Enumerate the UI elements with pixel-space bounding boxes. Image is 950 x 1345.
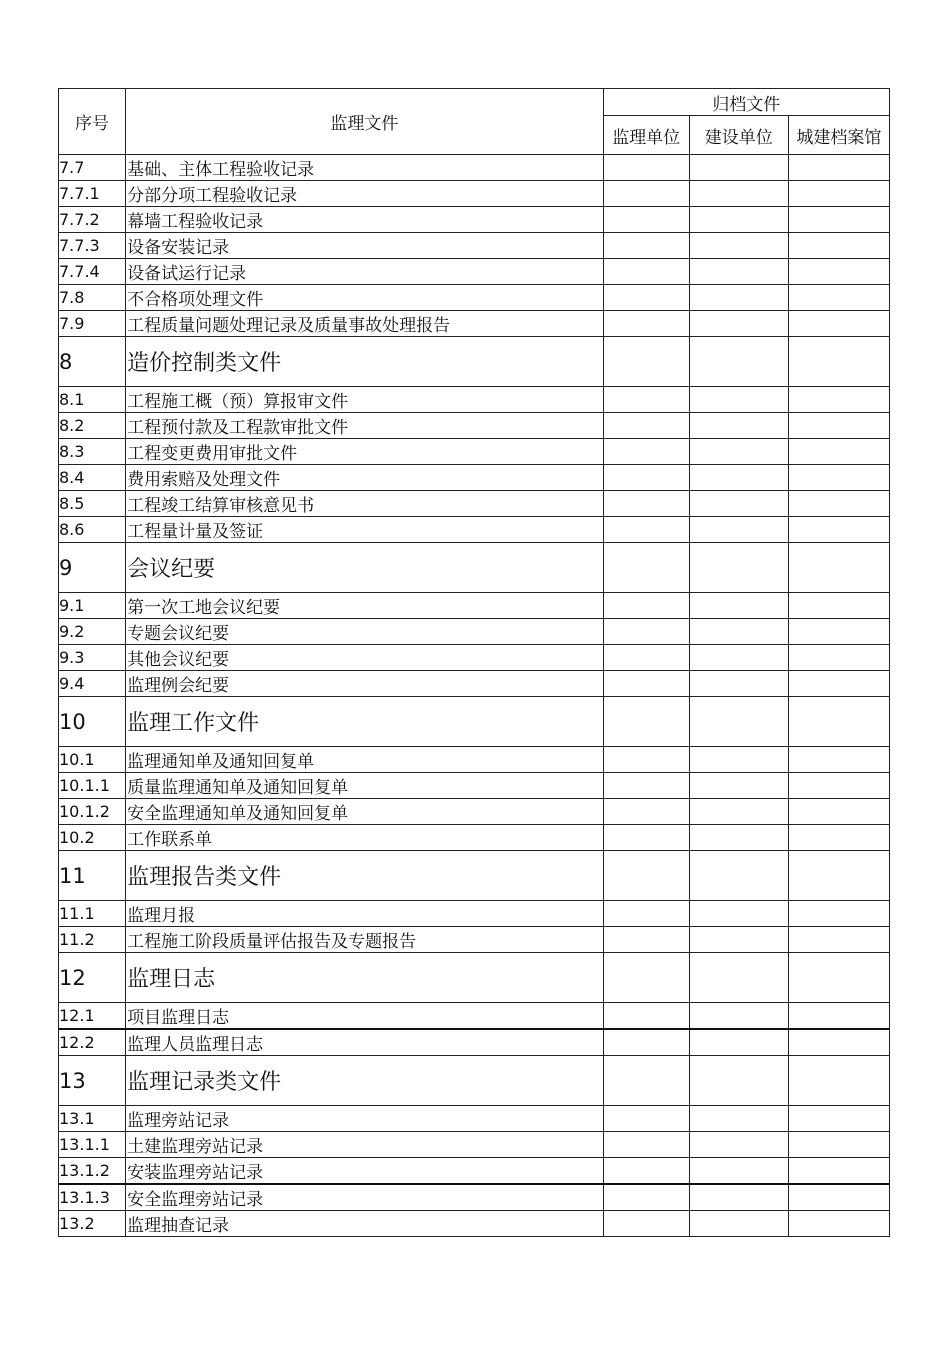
section-row [59, 953, 890, 1003]
urban-archives-cell [788, 1211, 889, 1237]
construction-unit-cell [689, 517, 788, 543]
supervision-unit-cell [603, 1003, 689, 1030]
construction-unit-cell [689, 207, 788, 233]
row-number: 8 [59, 337, 126, 387]
document-name: 工程量计量及签证 [126, 517, 604, 543]
construction-unit-cell [689, 901, 788, 927]
urban-archives-cell [788, 233, 889, 259]
supervision-unit-cell [603, 543, 689, 593]
table-row [59, 311, 890, 337]
urban-archives-cell [788, 953, 889, 1003]
table-row [59, 181, 890, 207]
document-name: 其他会议纪要 [126, 645, 604, 671]
urban-archives-cell [788, 593, 889, 619]
row-number: 12.2 [59, 1029, 126, 1056]
construction-unit-cell [689, 1056, 788, 1106]
table-row [59, 825, 890, 851]
construction-unit-cell [689, 285, 788, 311]
urban-archives-cell [788, 259, 889, 285]
urban-archives-cell [788, 439, 889, 465]
supervision-unit-cell [603, 181, 689, 207]
construction-unit-cell [689, 413, 788, 439]
row-number: 9.4 [59, 671, 126, 697]
row-number: 9 [59, 543, 126, 593]
urban-archives-cell [788, 543, 889, 593]
document-name: 工程竣工结算审核意见书 [126, 491, 604, 517]
document-name: 监理月报 [126, 901, 604, 927]
row-number: 11.2 [59, 927, 126, 953]
urban-archives-cell [788, 773, 889, 799]
supervision-unit-cell [603, 517, 689, 543]
table-row [59, 773, 890, 799]
urban-archives-cell [788, 491, 889, 517]
construction-unit-cell [689, 233, 788, 259]
supervision-unit-cell [603, 1106, 689, 1132]
row-number: 13.1.1 [59, 1132, 126, 1158]
row-number: 9.3 [59, 645, 126, 671]
section-title: 监理记录类文件 [126, 1056, 604, 1106]
urban-archives-cell [788, 387, 889, 413]
row-number: 10.1.1 [59, 773, 126, 799]
row-number: 11 [59, 851, 126, 901]
row-number: 12.1 [59, 1003, 126, 1030]
urban-archives-cell [788, 671, 889, 697]
supervision-unit-cell [603, 155, 689, 181]
row-number: 10.1 [59, 747, 126, 773]
table-row [59, 671, 890, 697]
urban-archives-cell [788, 851, 889, 901]
urban-archives-cell [788, 697, 889, 747]
document-name: 监理人员监理日志 [126, 1029, 604, 1056]
supervision-unit-cell [603, 1029, 689, 1056]
header-supervision-unit: 监理单位 [603, 116, 689, 155]
row-number: 8.3 [59, 439, 126, 465]
supervision-unit-cell [603, 671, 689, 697]
header-name: 监理文件 [126, 89, 604, 155]
urban-archives-cell [788, 311, 889, 337]
urban-archives-cell [788, 337, 889, 387]
document-name: 监理例会纪要 [126, 671, 604, 697]
supervision-unit-cell [603, 311, 689, 337]
document-name: 分部分项工程验收记录 [126, 181, 604, 207]
urban-archives-cell [788, 1029, 889, 1056]
supervision-unit-cell [603, 1158, 689, 1185]
urban-archives-cell [788, 1106, 889, 1132]
construction-unit-cell [689, 799, 788, 825]
section-row [59, 1056, 890, 1106]
document-name: 监理通知单及通知回复单 [126, 747, 604, 773]
construction-unit-cell [689, 1106, 788, 1132]
table-row [59, 465, 890, 491]
document-name: 设备试运行记录 [126, 259, 604, 285]
construction-unit-cell [689, 387, 788, 413]
row-number: 7.7.2 [59, 207, 126, 233]
urban-archives-cell [788, 465, 889, 491]
urban-archives-cell [788, 207, 889, 233]
supervision-unit-cell [603, 1211, 689, 1237]
row-number: 7.9 [59, 311, 126, 337]
construction-unit-cell [689, 1003, 788, 1030]
document-name: 监理旁站记录 [126, 1106, 604, 1132]
table-row [59, 439, 890, 465]
document-name: 项目监理日志 [126, 1003, 604, 1030]
supervision-unit-cell [603, 697, 689, 747]
row-number: 7.7.3 [59, 233, 126, 259]
table-row [59, 233, 890, 259]
urban-archives-cell [788, 1158, 889, 1185]
document-name: 费用索赔及处理文件 [126, 465, 604, 491]
supervision-unit-cell [603, 773, 689, 799]
construction-unit-cell [689, 697, 788, 747]
table-row [59, 901, 890, 927]
construction-unit-cell [689, 619, 788, 645]
construction-unit-cell [689, 927, 788, 953]
construction-unit-cell [689, 491, 788, 517]
table-row [59, 747, 890, 773]
row-number: 8.4 [59, 465, 126, 491]
section-row [59, 697, 890, 747]
row-number: 10 [59, 697, 126, 747]
document-name: 工作联系单 [126, 825, 604, 851]
section-row [59, 851, 890, 901]
urban-archives-cell [788, 799, 889, 825]
table-row [59, 1184, 890, 1211]
section-title: 监理报告类文件 [126, 851, 604, 901]
table-body [59, 155, 890, 1237]
document-name: 不合格项处理文件 [126, 285, 604, 311]
construction-unit-cell [689, 465, 788, 491]
row-number: 13 [59, 1056, 126, 1106]
document-name: 安全监理旁站记录 [126, 1184, 604, 1211]
document-name: 工程变更费用审批文件 [126, 439, 604, 465]
supervision-unit-cell [603, 233, 689, 259]
construction-unit-cell [689, 773, 788, 799]
supervision-unit-cell [603, 1056, 689, 1106]
row-number: 10.2 [59, 825, 126, 851]
header-no: 序号 [59, 89, 126, 155]
table-row [59, 799, 890, 825]
table-row [59, 593, 890, 619]
supervision-unit-cell [603, 619, 689, 645]
row-number: 9.1 [59, 593, 126, 619]
section-title: 造价控制类文件 [126, 337, 604, 387]
construction-unit-cell [689, 593, 788, 619]
document-name: 工程施工概（预）算报审文件 [126, 387, 604, 413]
table-row [59, 491, 890, 517]
urban-archives-cell [788, 619, 889, 645]
document-name: 基础、主体工程验收记录 [126, 155, 604, 181]
document-name: 监理抽查记录 [126, 1211, 604, 1237]
supervision-unit-cell [603, 285, 689, 311]
supervision-unit-cell [603, 593, 689, 619]
archive-table [58, 88, 890, 1237]
construction-unit-cell [689, 1029, 788, 1056]
construction-unit-cell [689, 311, 788, 337]
construction-unit-cell [689, 671, 788, 697]
row-number: 13.1.2 [59, 1158, 126, 1185]
table-row [59, 285, 890, 311]
urban-archives-cell [788, 1132, 889, 1158]
document-name: 工程预付款及工程款审批文件 [126, 413, 604, 439]
row-number: 10.1.2 [59, 799, 126, 825]
supervision-unit-cell [603, 413, 689, 439]
supervision-unit-cell [603, 825, 689, 851]
document-name: 第一次工地会议纪要 [126, 593, 604, 619]
table-row [59, 259, 890, 285]
document-name: 专题会议纪要 [126, 619, 604, 645]
construction-unit-cell [689, 747, 788, 773]
row-number: 11.1 [59, 901, 126, 927]
row-number: 8.2 [59, 413, 126, 439]
document-name: 幕墙工程验收记录 [126, 207, 604, 233]
document-name: 土建监理旁站记录 [126, 1132, 604, 1158]
urban-archives-cell [788, 181, 889, 207]
supervision-unit-cell [603, 901, 689, 927]
table-row [59, 1132, 890, 1158]
table-row [59, 619, 890, 645]
urban-archives-cell [788, 1056, 889, 1106]
section-title: 会议纪要 [126, 543, 604, 593]
row-number: 13.1.3 [59, 1184, 126, 1211]
urban-archives-cell [788, 747, 889, 773]
table-row [59, 517, 890, 543]
document-name: 设备安装记录 [126, 233, 604, 259]
row-number: 8.6 [59, 517, 126, 543]
table-row [59, 413, 890, 439]
urban-archives-cell [788, 1184, 889, 1211]
supervision-unit-cell [603, 645, 689, 671]
section-row [59, 337, 890, 387]
construction-unit-cell [689, 337, 788, 387]
urban-archives-cell [788, 825, 889, 851]
supervision-unit-cell [603, 259, 689, 285]
urban-archives-cell [788, 285, 889, 311]
construction-unit-cell [689, 1184, 788, 1211]
table-row [59, 207, 890, 233]
row-number: 8.1 [59, 387, 126, 413]
header-row-1 [59, 89, 890, 116]
construction-unit-cell [689, 851, 788, 901]
row-number: 9.2 [59, 619, 126, 645]
table-row [59, 927, 890, 953]
construction-unit-cell [689, 181, 788, 207]
construction-unit-cell [689, 1158, 788, 1185]
section-title: 监理工作文件 [126, 697, 604, 747]
construction-unit-cell [689, 825, 788, 851]
supervision-unit-cell [603, 799, 689, 825]
table-row [59, 155, 890, 181]
supervision-unit-cell [603, 465, 689, 491]
supervision-unit-cell [603, 927, 689, 953]
document-name: 安装监理旁站记录 [126, 1158, 604, 1185]
urban-archives-cell [788, 155, 889, 181]
urban-archives-cell [788, 413, 889, 439]
table-row [59, 387, 890, 413]
supervision-unit-cell [603, 207, 689, 233]
row-number: 13.2 [59, 1211, 126, 1237]
row-number: 7.7.1 [59, 181, 126, 207]
row-number: 8.5 [59, 491, 126, 517]
supervision-unit-cell [603, 1132, 689, 1158]
urban-archives-cell [788, 901, 889, 927]
section-row [59, 543, 890, 593]
supervision-unit-cell [603, 851, 689, 901]
supervision-unit-cell [603, 337, 689, 387]
header-urban-archives: 城建档案馆 [788, 116, 889, 155]
supervision-unit-cell [603, 439, 689, 465]
table-row [59, 1029, 890, 1056]
table-row [59, 645, 890, 671]
table-row [59, 1211, 890, 1237]
row-number: 12 [59, 953, 126, 1003]
urban-archives-cell [788, 645, 889, 671]
construction-unit-cell [689, 1132, 788, 1158]
supervision-unit-cell [603, 953, 689, 1003]
header-archive-group: 归档文件 [603, 89, 889, 116]
construction-unit-cell [689, 1211, 788, 1237]
urban-archives-cell [788, 517, 889, 543]
supervision-unit-cell [603, 747, 689, 773]
supervision-unit-cell [603, 491, 689, 517]
construction-unit-cell [689, 953, 788, 1003]
supervision-unit-cell [603, 387, 689, 413]
table-row [59, 1158, 890, 1185]
construction-unit-cell [689, 259, 788, 285]
construction-unit-cell [689, 439, 788, 465]
construction-unit-cell [689, 645, 788, 671]
urban-archives-cell [788, 1003, 889, 1030]
row-number: 7.8 [59, 285, 126, 311]
document-name: 工程质量问题处理记录及质量事故处理报告 [126, 311, 604, 337]
table-row [59, 1003, 890, 1030]
row-number: 13.1 [59, 1106, 126, 1132]
construction-unit-cell [689, 543, 788, 593]
construction-unit-cell [689, 155, 788, 181]
header-construction-unit: 建设单位 [689, 116, 788, 155]
table-row [59, 1106, 890, 1132]
urban-archives-cell [788, 927, 889, 953]
document-name: 安全监理通知单及通知回复单 [126, 799, 604, 825]
row-number: 7.7 [59, 155, 126, 181]
document-name: 工程施工阶段质量评估报告及专题报告 [126, 927, 604, 953]
supervision-unit-cell [603, 1184, 689, 1211]
row-number: 7.7.4 [59, 259, 126, 285]
section-title: 监理日志 [126, 953, 604, 1003]
document-name: 质量监理通知单及通知回复单 [126, 773, 604, 799]
